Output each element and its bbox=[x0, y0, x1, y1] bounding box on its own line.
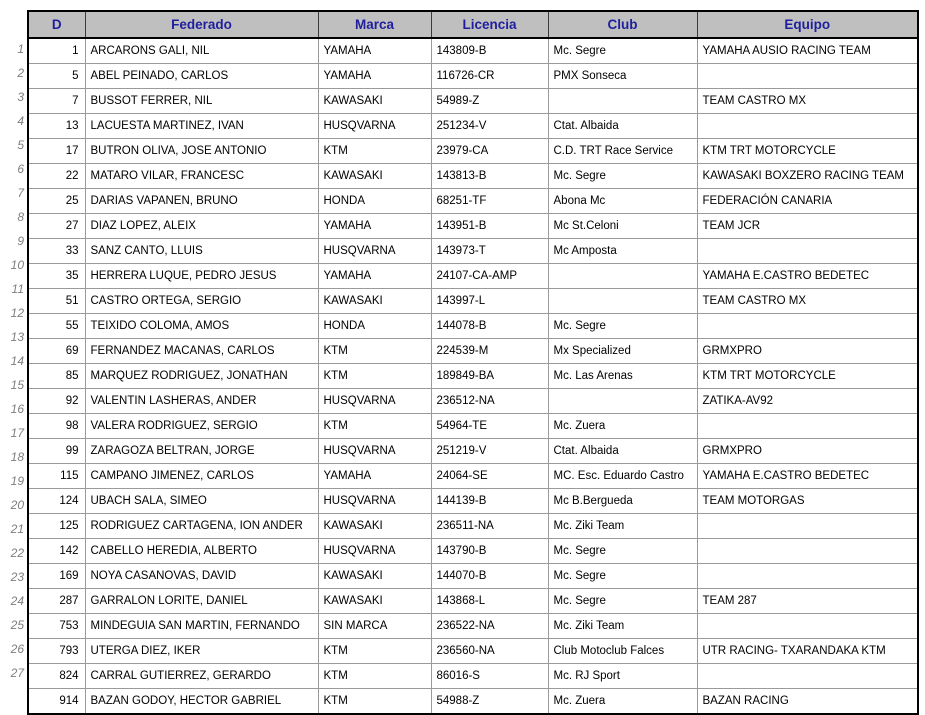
cell-federado: VALERA RODRIGUEZ, SERGIO bbox=[85, 414, 318, 439]
cell-equipo bbox=[697, 564, 918, 589]
cell-federado: RODRIGUEZ CARTAGENA, ION ANDER bbox=[85, 514, 318, 539]
cell-licencia: 143813-B bbox=[431, 164, 548, 189]
cell-dorsal: 27 bbox=[28, 214, 85, 239]
cell-dorsal: 17 bbox=[28, 139, 85, 164]
cell-licencia: 144078-B bbox=[431, 314, 548, 339]
cell-club: Ctat. Albaida bbox=[548, 439, 697, 464]
cell-club: Mc. Ziki Team bbox=[548, 514, 697, 539]
header-federado: Federado bbox=[85, 11, 318, 38]
cell-equipo: FEDERACIÓN CANARIA bbox=[697, 189, 918, 214]
cell-licencia: 143973-T bbox=[431, 239, 548, 264]
cell-club: Mc St.Celoni bbox=[548, 214, 697, 239]
cell-marca: KAWASAKI bbox=[318, 89, 431, 114]
cell-federado: BUTRON OLIVA, JOSE ANTONIO bbox=[85, 139, 318, 164]
cell-club: PMX Sonseca bbox=[548, 64, 697, 89]
cell-licencia: 236560-NA bbox=[431, 639, 548, 664]
cell-federado: BUSSOT FERRER, NIL bbox=[85, 89, 318, 114]
cell-equipo: UTR RACING- TXARANDAKA KTM bbox=[697, 639, 918, 664]
table-row bbox=[28, 589, 918, 614]
cell-marca: KAWASAKI bbox=[318, 564, 431, 589]
cell-dorsal: 98 bbox=[28, 414, 85, 439]
cell-equipo bbox=[697, 664, 918, 689]
header-licencia: Licencia bbox=[431, 11, 548, 38]
table-header bbox=[28, 11, 918, 38]
cell-equipo bbox=[697, 239, 918, 264]
cell-equipo bbox=[697, 314, 918, 339]
cell-federado: CARRAL GUTIERREZ, GERARDO bbox=[85, 664, 318, 689]
table-row bbox=[28, 189, 918, 214]
cell-marca: KAWASAKI bbox=[318, 589, 431, 614]
cell-club bbox=[548, 389, 697, 414]
cell-licencia: 54964-TE bbox=[431, 414, 548, 439]
cell-marca: KAWASAKI bbox=[318, 164, 431, 189]
row-number: 18 bbox=[10, 450, 24, 464]
row-number: 14 bbox=[10, 354, 24, 368]
cell-equipo: KTM TRT MOTORCYCLE bbox=[697, 364, 918, 389]
cell-marca: KAWASAKI bbox=[318, 289, 431, 314]
cell-equipo bbox=[697, 64, 918, 89]
table-row bbox=[28, 164, 918, 189]
cell-licencia: 23979-CA bbox=[431, 139, 548, 164]
cell-federado: HERRERA LUQUE, PEDRO JESUS bbox=[85, 264, 318, 289]
row-number: 13 bbox=[10, 330, 24, 344]
cell-equipo: GRMXPRO bbox=[697, 439, 918, 464]
cell-marca: YAMAHA bbox=[318, 264, 431, 289]
cell-licencia: 144139-B bbox=[431, 489, 548, 514]
row-number: 6 bbox=[17, 162, 24, 176]
cell-equipo: TEAM CASTRO MX bbox=[697, 289, 918, 314]
cell-dorsal: 1 bbox=[28, 38, 85, 64]
cell-club bbox=[548, 289, 697, 314]
row-number: 25 bbox=[10, 618, 24, 632]
cell-equipo: ZATIKA-AV92 bbox=[697, 389, 918, 414]
row-number: 24 bbox=[10, 594, 24, 608]
cell-marca: KTM bbox=[318, 414, 431, 439]
table-row bbox=[28, 389, 918, 414]
cell-licencia: 116726-CR bbox=[431, 64, 548, 89]
cell-federado: GARRALON LORITE, DANIEL bbox=[85, 589, 318, 614]
cell-club: MC. Esc. Eduardo Castro bbox=[548, 464, 697, 489]
cell-licencia: 143809-B bbox=[431, 38, 548, 64]
cell-licencia: 24107-CA-AMP bbox=[431, 264, 548, 289]
cell-club bbox=[548, 89, 697, 114]
table-row bbox=[28, 489, 918, 514]
cell-dorsal: 142 bbox=[28, 539, 85, 564]
cell-federado: UBACH SALA, SIMEO bbox=[85, 489, 318, 514]
cell-dorsal: 35 bbox=[28, 264, 85, 289]
cell-marca: HUSQVARNA bbox=[318, 539, 431, 564]
cell-dorsal: 169 bbox=[28, 564, 85, 589]
cell-equipo: TEAM JCR bbox=[697, 214, 918, 239]
cell-marca: YAMAHA bbox=[318, 464, 431, 489]
cell-equipo bbox=[697, 114, 918, 139]
cell-licencia: 189849-BA bbox=[431, 364, 548, 389]
cell-equipo: GRMXPRO bbox=[697, 339, 918, 364]
cell-equipo: TEAM 287 bbox=[697, 589, 918, 614]
cell-marca: YAMAHA bbox=[318, 38, 431, 64]
cell-club: Mx Specialized bbox=[548, 339, 697, 364]
row-number: 3 bbox=[17, 90, 24, 104]
cell-club: Mc. Segre bbox=[548, 539, 697, 564]
cell-dorsal: 69 bbox=[28, 339, 85, 364]
cell-dorsal: 85 bbox=[28, 364, 85, 389]
cell-marca: KTM bbox=[318, 689, 431, 715]
row-number: 7 bbox=[17, 186, 24, 200]
cell-dorsal: 7 bbox=[28, 89, 85, 114]
cell-marca: HONDA bbox=[318, 314, 431, 339]
header-equipo: Equipo bbox=[697, 11, 918, 38]
row-number: 11 bbox=[11, 282, 24, 296]
cell-marca: KAWASAKI bbox=[318, 514, 431, 539]
table-row bbox=[28, 539, 918, 564]
cell-marca: HONDA bbox=[318, 189, 431, 214]
cell-dorsal: 25 bbox=[28, 189, 85, 214]
table-row bbox=[28, 214, 918, 239]
cell-federado: TEIXIDO COLOMA, AMOS bbox=[85, 314, 318, 339]
cell-club: C.D. TRT Race Service bbox=[548, 139, 697, 164]
cell-licencia: 224539-M bbox=[431, 339, 548, 364]
row-number: 26 bbox=[10, 642, 24, 656]
cell-dorsal: 124 bbox=[28, 489, 85, 514]
cell-federado: SANZ CANTO, LLUIS bbox=[85, 239, 318, 264]
table-row bbox=[28, 439, 918, 464]
cell-federado: DIAZ LOPEZ, ALEIX bbox=[85, 214, 318, 239]
cell-dorsal: 55 bbox=[28, 314, 85, 339]
cell-club: Mc. Zuera bbox=[548, 689, 697, 715]
cell-federado: MARQUEZ RODRIGUEZ, JONATHAN bbox=[85, 364, 318, 389]
entry-list bbox=[0, 10, 925, 715]
cell-equipo bbox=[697, 414, 918, 439]
cell-licencia: 143997-L bbox=[431, 289, 548, 314]
cell-equipo: YAMAHA E.CASTRO BEDETEC bbox=[697, 264, 918, 289]
cell-licencia: 236522-NA bbox=[431, 614, 548, 639]
cell-federado: CASTRO ORTEGA, SERGIO bbox=[85, 289, 318, 314]
table-row bbox=[28, 639, 918, 664]
cell-marca: HUSQVARNA bbox=[318, 389, 431, 414]
cell-licencia: 251219-V bbox=[431, 439, 548, 464]
table-row bbox=[28, 314, 918, 339]
table-row bbox=[28, 289, 918, 314]
cell-equipo bbox=[697, 514, 918, 539]
cell-dorsal: 793 bbox=[28, 639, 85, 664]
cell-dorsal: 287 bbox=[28, 589, 85, 614]
cell-equipo bbox=[697, 539, 918, 564]
cell-club: Mc Amposta bbox=[548, 239, 697, 264]
cell-club: Mc. Segre bbox=[548, 589, 697, 614]
cell-marca: KTM bbox=[318, 339, 431, 364]
table-row bbox=[28, 564, 918, 589]
cell-marca: YAMAHA bbox=[318, 64, 431, 89]
cell-federado: MATARO VILAR, FRANCESC bbox=[85, 164, 318, 189]
cell-marca: SIN MARCA bbox=[318, 614, 431, 639]
table-row bbox=[28, 239, 918, 264]
cell-marca: KTM bbox=[318, 364, 431, 389]
riders-table bbox=[27, 10, 919, 715]
cell-federado: CAMPANO JIMENEZ, CARLOS bbox=[85, 464, 318, 489]
cell-federado: NOYA CASANOVAS, DAVID bbox=[85, 564, 318, 589]
cell-federado: MINDEGUIA SAN MARTIN, FERNANDO bbox=[85, 614, 318, 639]
cell-equipo: KAWASAKI BOXZERO RACING TEAM bbox=[697, 164, 918, 189]
cell-federado: ZARAGOZA BELTRAN, JORGE bbox=[85, 439, 318, 464]
row-number: 9 bbox=[17, 234, 24, 248]
table-row bbox=[28, 139, 918, 164]
cell-equipo: YAMAHA E.CASTRO BEDETEC bbox=[697, 464, 918, 489]
cell-club: Mc B.Bergueda bbox=[548, 489, 697, 514]
cell-marca: YAMAHA bbox=[318, 214, 431, 239]
header-marca: Marca bbox=[318, 11, 431, 38]
cell-marca: HUSQVARNA bbox=[318, 114, 431, 139]
table-row bbox=[28, 64, 918, 89]
row-number: 17 bbox=[10, 426, 24, 440]
row-number: 5 bbox=[17, 138, 24, 152]
cell-club: Mc. Ziki Team bbox=[548, 614, 697, 639]
cell-federado: LACUESTA MARTINEZ, IVAN bbox=[85, 114, 318, 139]
cell-dorsal: 115 bbox=[28, 464, 85, 489]
row-number: 21 bbox=[10, 522, 24, 536]
cell-federado: FERNANDEZ MACANAS, CARLOS bbox=[85, 339, 318, 364]
cell-club: Mc. Segre bbox=[548, 164, 697, 189]
cell-federado: ARCARONS GALI, NIL bbox=[85, 38, 318, 64]
row-number: 20 bbox=[10, 498, 24, 512]
cell-club: Mc. Zuera bbox=[548, 414, 697, 439]
cell-dorsal: 99 bbox=[28, 439, 85, 464]
cell-dorsal: 51 bbox=[28, 289, 85, 314]
cell-marca: KTM bbox=[318, 639, 431, 664]
table-row bbox=[28, 689, 918, 715]
cell-club: Club Motoclub Falces bbox=[548, 639, 697, 664]
row-number: 4 bbox=[17, 114, 24, 128]
cell-federado: ABEL PEINADO, CARLOS bbox=[85, 64, 318, 89]
row-number-gutter bbox=[0, 10, 27, 685]
header-d: D bbox=[28, 11, 85, 38]
table-row bbox=[28, 664, 918, 689]
row-number: 23 bbox=[10, 570, 24, 584]
cell-federado: DARIAS VAPANEN, BRUNO bbox=[85, 189, 318, 214]
cell-club: Abona Mc bbox=[548, 189, 697, 214]
cell-licencia: 54988-Z bbox=[431, 689, 548, 715]
cell-equipo bbox=[697, 614, 918, 639]
cell-equipo: BAZAN RACING bbox=[697, 689, 918, 715]
row-number: 15 bbox=[10, 378, 24, 392]
cell-club: Mc. Segre bbox=[548, 564, 697, 589]
cell-club: Mc. Segre bbox=[548, 314, 697, 339]
row-number: 16 bbox=[10, 402, 24, 416]
cell-federado: CABELLO HEREDIA, ALBERTO bbox=[85, 539, 318, 564]
cell-licencia: 144070-B bbox=[431, 564, 548, 589]
cell-licencia: 236512-NA bbox=[431, 389, 548, 414]
row-number: 2 bbox=[17, 66, 24, 80]
cell-club: Ctat. Albaida bbox=[548, 114, 697, 139]
cell-dorsal: 5 bbox=[28, 64, 85, 89]
table-body bbox=[28, 38, 918, 714]
table-row bbox=[28, 614, 918, 639]
cell-equipo: TEAM MOTORGAS bbox=[697, 489, 918, 514]
table-row bbox=[28, 464, 918, 489]
row-number: 10 bbox=[10, 258, 24, 272]
table-row bbox=[28, 38, 918, 64]
cell-licencia: 143951-B bbox=[431, 214, 548, 239]
cell-club: Mc. Segre bbox=[548, 38, 697, 64]
cell-marca: KTM bbox=[318, 664, 431, 689]
table-row bbox=[28, 89, 918, 114]
cell-federado: UTERGA DIEZ, IKER bbox=[85, 639, 318, 664]
cell-equipo: YAMAHA AUSIO RACING TEAM bbox=[697, 38, 918, 64]
cell-licencia: 143868-L bbox=[431, 589, 548, 614]
row-number: 12 bbox=[10, 306, 24, 320]
cell-dorsal: 824 bbox=[28, 664, 85, 689]
table-row bbox=[28, 264, 918, 289]
cell-equipo: KTM TRT MOTORCYCLE bbox=[697, 139, 918, 164]
row-number: 22 bbox=[10, 546, 24, 560]
cell-club: Mc. RJ Sport bbox=[548, 664, 697, 689]
cell-federado: VALENTIN LASHERAS, ANDER bbox=[85, 389, 318, 414]
row-number: 1 bbox=[17, 42, 24, 56]
table-row bbox=[28, 514, 918, 539]
cell-licencia: 86016-S bbox=[431, 664, 548, 689]
cell-marca: KTM bbox=[318, 139, 431, 164]
cell-licencia: 54989-Z bbox=[431, 89, 548, 114]
table-row bbox=[28, 414, 918, 439]
row-number: 8 bbox=[17, 210, 24, 224]
table-row bbox=[28, 364, 918, 389]
cell-licencia: 236511-NA bbox=[431, 514, 548, 539]
cell-dorsal: 753 bbox=[28, 614, 85, 639]
row-number: 19 bbox=[10, 474, 24, 488]
cell-dorsal: 92 bbox=[28, 389, 85, 414]
gutter-header-spacer bbox=[0, 10, 27, 37]
cell-dorsal: 33 bbox=[28, 239, 85, 264]
cell-marca: HUSQVARNA bbox=[318, 239, 431, 264]
cell-licencia: 251234-V bbox=[431, 114, 548, 139]
table-row bbox=[28, 339, 918, 364]
cell-licencia: 24064-SE bbox=[431, 464, 548, 489]
cell-club bbox=[548, 264, 697, 289]
cell-dorsal: 22 bbox=[28, 164, 85, 189]
table-row bbox=[28, 114, 918, 139]
cell-club: Mc. Las Arenas bbox=[548, 364, 697, 389]
row-number: 27 bbox=[10, 666, 24, 680]
cell-licencia: 68251-TF bbox=[431, 189, 548, 214]
cell-federado: BAZAN GODOY, HECTOR GABRIEL bbox=[85, 689, 318, 715]
cell-dorsal: 914 bbox=[28, 689, 85, 715]
cell-dorsal: 13 bbox=[28, 114, 85, 139]
cell-licencia: 143790-B bbox=[431, 539, 548, 564]
cell-equipo: TEAM CASTRO MX bbox=[697, 89, 918, 114]
cell-dorsal: 125 bbox=[28, 514, 85, 539]
header-club: Club bbox=[548, 11, 697, 38]
cell-marca: HUSQVARNA bbox=[318, 489, 431, 514]
cell-marca: HUSQVARNA bbox=[318, 439, 431, 464]
